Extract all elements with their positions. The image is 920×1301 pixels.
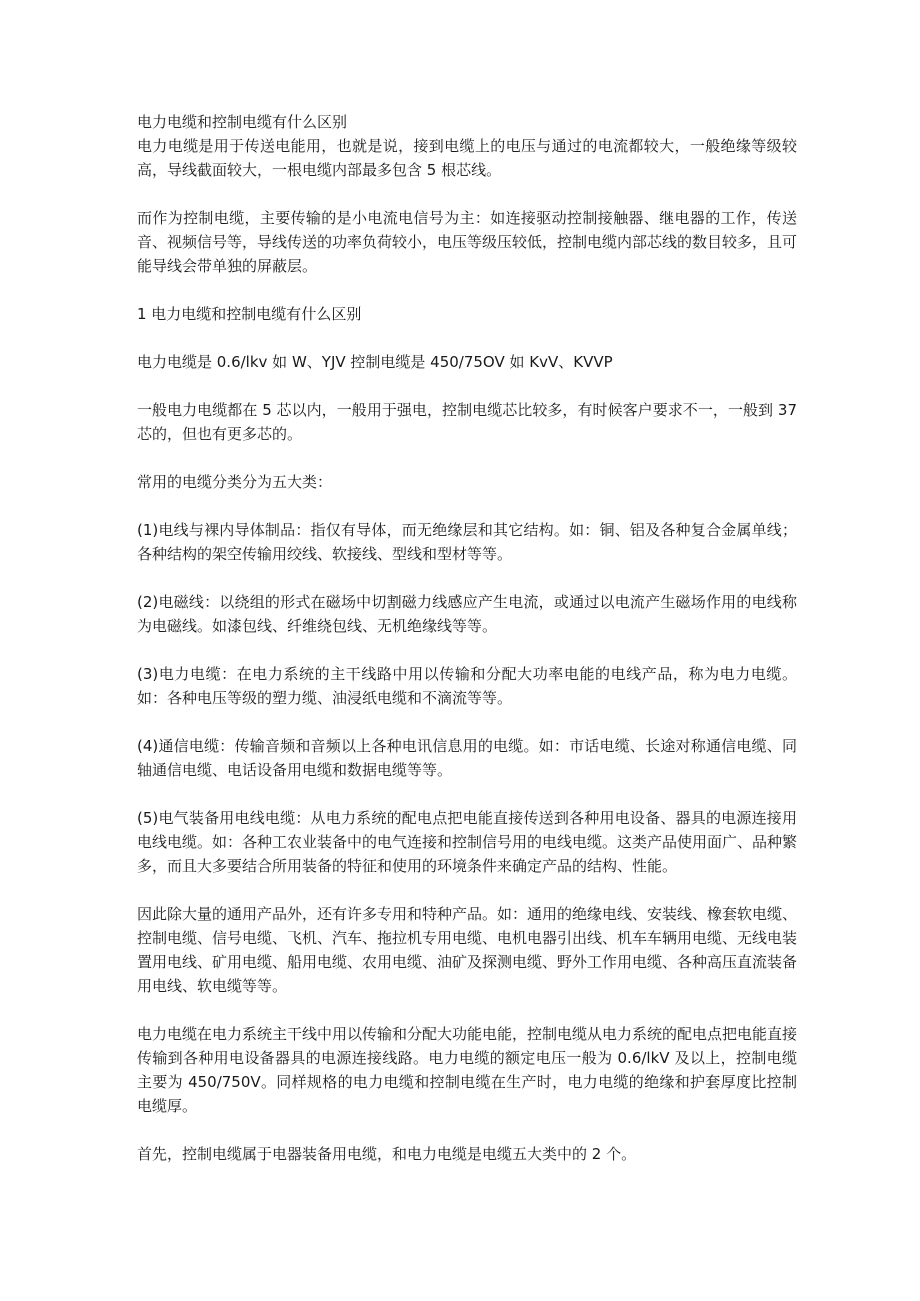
list-item-category-4: (4)通信电缆：传输音频和音频以上各种电讯信息用的电缆。如：市话电缆、长途对称通信电缆、同轴通信电缆、电话设备用电缆和数据电缆等等。 xyxy=(137,737,797,779)
paragraph-power-cable-definition: 电力电缆是用于传送电能用，也就是说，接到电缆上的电压与通过的电流都较大，一般绝缘等级较高，导线截面较大，一根电缆内部最多包含 5 根芯线。 xyxy=(137,137,797,179)
document-title: 电力电缆和控制电缆有什么区别 xyxy=(137,113,348,131)
list-item-category-2: (2)电磁线：以绕组的形式在磁场中切割磁力线感应产生电流，或通过以电流产生磁场作用的电线称为电磁线。如漆包线、纤维绕包线、无机绝缘线等等。 xyxy=(137,593,797,635)
paragraph-core-count: 一般电力电缆都在 5 芯以内，一般用于强电，控制电缆芯比较多，有时候客户要求不一，一般到 37 芯的，但也有更多芯的。 xyxy=(137,401,797,443)
paragraph-conclusion: 首先，控制电缆属于电器装备用电缆，和电力电缆是电缆五大类中的 2 个。 xyxy=(137,1145,637,1163)
paragraph-control-cable-definition: 而作为控制电缆，主要传输的是小电流电信号为主：如连接驱动控制接触器、继电器的工作，传送音、视频信号等，导线传送的功率负荷较小，电压等级压较低，控制电缆内部芯线的数目较多，且可能导线会带单独的屏蔽层。 xyxy=(137,209,798,275)
list-item-category-3: (3)电力电缆：在电力系统的主干线路中用以传输和分配大功率电能的电线产品，称为电力电缆。如：各种电压等级的塑力缆、油浸纸电缆和不滴流等等。 xyxy=(137,665,797,707)
paragraph-classification-intro: 常用的电缆分类分为五大类： xyxy=(137,473,333,491)
section-heading: 1 电力电缆和控制电缆有什么区别 xyxy=(137,305,362,323)
paragraph-voltage-ratings: 电力电缆是 0.6/lkv 如 W、YJV 控制电缆是 450/75OV 如 KvV、KVVP xyxy=(137,353,613,371)
paragraph-comparison: 电力电缆在电力系统主干线中用以传输和分配大功能电能，控制电缆从电力系统的配电点把电能直接传输到各种用电设备器具的电源连接线路。电力电缆的额定电压一般为 0.6/lkV 及以上，控制电缆主要为 450∕750V。同样规格的电力电缆和控制电缆在生产时，电力电缆的绝缘和护套厚度比控制电缆厚。 xyxy=(137,1025,798,1115)
document-page xyxy=(137,110,797,1190)
paragraph-special-products: 因此除大量的通用产品外，还有许多专用和特种产品。如：通用的绝缘电线、安装线、橡套软电缆、控制电缆、信号电缆、飞机、汽车、拖拉机专用电缆、电机电器引出线、机车车辆用电缆、无线电装置用电线、矿用电缆、船用电缆、农用电缆、油矿及探测电缆、野外工作用电缆、各种高压直流装备用电线、软电缆等等。 xyxy=(137,905,798,995)
list-item-category-1: (1)电线与裸内导体制品：指仅有导体，而无绝缘层和其它结构。如：铜、铝及各种复合金属单线；各种结构的架空传输用绞线、软接线、型线和型材等等。 xyxy=(137,521,797,563)
list-item-category-5: (5)电气装备用电线电缆：从电力系统的配电点把电能直接传送到各种用电设备、器具的电源连接用电线电缆。如：各种工农业装备中的电气连接和控制信号用的电线电缆。这类产品使用面广、品种繁多，而且大多要结合所用装备的特征和使用的环境条件来确定产品的结构、性能。 xyxy=(137,809,798,875)
